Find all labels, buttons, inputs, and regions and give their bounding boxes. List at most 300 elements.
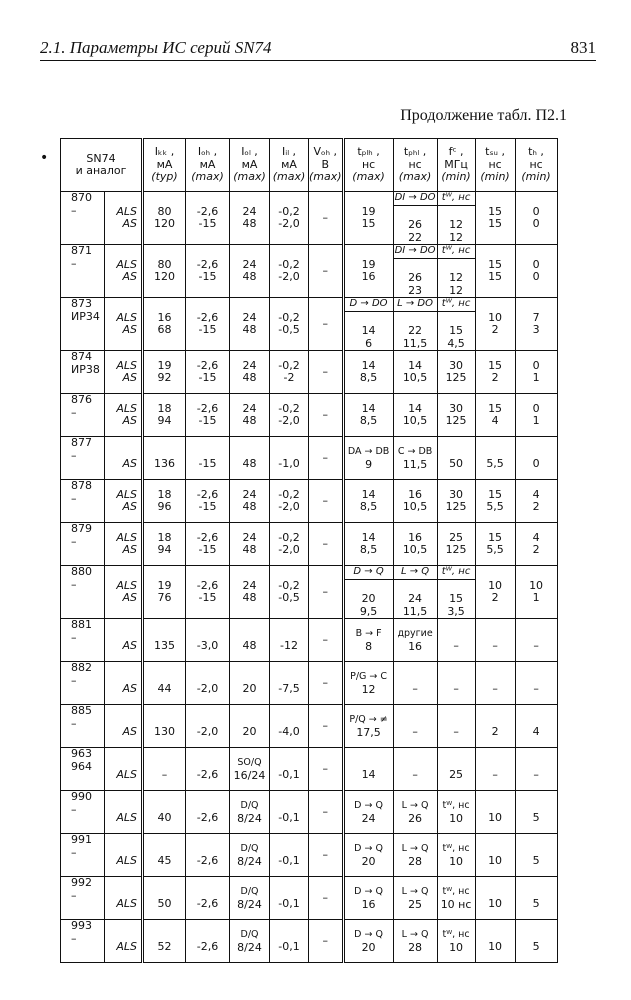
col-iol [230,139,270,192]
cell-fc-line: 12 [449,283,464,297]
cell-ioh-line: -15 [198,323,217,336]
cell-number-line: – [71,203,77,217]
cell-iil-line: -0,5 [278,323,300,336]
cell-iil-line: -7,5 [278,682,300,695]
cell-series-line: AS [122,323,137,336]
cell-th-line: 3 [532,323,540,336]
cell-iol-line: 24 [242,310,257,324]
cell-series-line: AS [122,371,137,384]
cell-tphl [393,877,437,920]
cell-iol [230,791,270,834]
cell-th-line: 0 [532,270,540,283]
cell-icc-line: 19 [157,358,172,372]
cell-tphl-line: 11,5 [402,604,428,618]
col-th-l0: tₕ , [528,145,544,159]
cell-iil-line: -0,2 [278,401,300,415]
cell-icc-line: 45 [157,854,172,867]
table-row [61,834,558,877]
cell-iol [230,877,270,920]
table-row [61,192,558,245]
col-ioh-l1: мА [199,157,216,171]
cell-ioh-line: -2,6 [196,310,219,324]
col-tplh [343,139,393,192]
cell-voh [309,566,344,619]
cell-tphl-line: 11,5 [402,336,428,350]
cell-series-line: AS [122,457,137,470]
cell-iil-line: -0,5 [278,591,300,604]
cell-tsu [475,619,515,662]
cell-tplh-line: 19 [361,257,376,271]
cell-tplh-line: 14 [361,401,376,415]
cell-number-line: 876 [71,393,92,406]
cell-tsu [475,920,515,963]
cell-th-line: 0 [532,204,540,218]
cell-tsu [475,705,515,748]
cell-series [105,619,143,662]
cell-ioh [186,705,230,748]
cell-tplh-line: 14 [361,358,376,372]
col-tplh-l1: нс [361,157,376,171]
cell-iol-line: 48 [242,323,257,336]
cell-fc [437,394,475,437]
cell-ioh-line: -2,0 [196,682,219,695]
cell-icc-line: 18 [157,487,172,501]
cell-tsu-line: 15 [488,401,503,415]
cell-series [105,920,143,963]
cell-fc [437,192,475,245]
cell-fc-line: 3,5 [447,604,465,618]
cell-iol-line: 24 [242,257,257,271]
cell-tphl-line: 10,5 [402,371,428,384]
col-fc [437,139,475,192]
cell-iil [270,394,309,437]
cell-iil-line: -12 [280,639,298,652]
cell-icc [143,619,186,662]
cell-number-line: 963 [71,747,92,760]
cell-series-line: AS [122,543,137,556]
cell-tplh-line: 14 [361,324,376,337]
cell-number [61,298,105,351]
cell-voh-line: – [322,761,329,775]
cell-th-line: – [533,768,539,781]
cell-series-line: ALS [116,204,137,218]
cell-series [105,834,143,877]
cell-fc [437,705,475,748]
cell-iol-line: 20 [242,682,257,695]
cell-iil-line: -1,0 [278,457,300,470]
cell-iol [230,523,270,566]
cell-series [105,192,143,245]
cell-tplh-line: 20 [361,940,376,954]
cell-iol [230,192,270,245]
table-row [61,566,558,619]
cell-th-line: 5 [532,854,540,867]
cell-fc-line: tᵂ, нс [442,800,470,811]
cell-tplh-line: P/G → C [350,671,388,682]
cell-number [61,437,105,480]
cell-tplh [343,192,393,245]
cell-fc-line: 30 [449,487,464,501]
cell-number-line: 990 [71,790,92,803]
cell-tplh [343,619,393,662]
cell-number-line: 991 [71,833,92,846]
cell-tphl-line: L → Q [401,800,429,811]
cell-voh-line: – [322,933,329,947]
cell-fc-line: tᵂ, нс [438,298,475,312]
cell-tplh [343,791,393,834]
cell-series [105,748,143,791]
cell-tphl [393,523,437,566]
cell-fc-line: tᵂ, нс [438,566,475,580]
cell-iol-line: 48 [242,457,257,470]
cell-iol-line: D/Q [240,843,259,854]
cell-tplh [343,394,393,437]
cell-tsu-line: 15 [488,270,503,283]
cell-fc [437,245,475,298]
cell-th [515,619,557,662]
cell-series-line: AS [122,414,137,427]
col-iol-l2: (max) [233,170,266,184]
cell-th-line: 2 [532,500,540,513]
cell-series [105,245,143,298]
cell-tsu [475,351,515,394]
cell-icc [143,877,186,920]
cell-th-line: 4 [532,725,540,738]
cell-icc-line: 80 [157,204,172,218]
cell-number [61,834,105,877]
cell-iil [270,566,309,619]
cell-number [61,566,105,619]
cell-iol-line: 48 [242,371,257,384]
cell-fc [437,834,475,877]
cell-tphl [393,245,437,298]
cell-iil-line: -0,2 [278,358,300,372]
cell-th [515,298,557,351]
cell-tplh-line: B → F [355,628,382,639]
cell-series-line: AS [122,217,137,230]
cell-icc-line: 94 [157,543,172,556]
col-iil-l0: Iᵢₗ , [281,145,297,159]
cell-voh [309,523,344,566]
cell-tsu-line: 10 [488,940,503,953]
cell-iil-line: -2,0 [278,414,300,427]
cell-tphl-line: 25 [408,897,423,911]
cell-iil [270,245,309,298]
cell-th [515,351,557,394]
cell-fc-line: 12 [449,271,464,284]
cell-iol-line: 24 [242,358,257,372]
table-row [61,619,558,662]
cell-tplh-line: 8,5 [359,371,378,384]
cell-fc-line: – [453,639,459,652]
col-voh-l1: В [321,157,330,171]
cell-th-line: 0 [532,401,540,415]
cell-voh-line: – [322,890,329,904]
cell-ioh-line: -15 [198,500,217,513]
cell-icc-line: 94 [157,414,172,427]
cell-voh-line: – [322,584,329,598]
cell-fc-line: 10 [449,811,464,825]
cell-ioh [186,480,230,523]
cell-voh [309,619,344,662]
cell-iil-line: -0,2 [278,487,300,501]
cell-th-line: 1 [532,414,540,427]
cell-series-line: ALS [116,310,137,324]
col-icc-l2: (typ) [151,170,178,184]
cell-icc-line: 80 [157,257,172,271]
cell-tplh [343,705,393,748]
cell-th-line: 5 [532,940,540,953]
cell-fc-line: tᵂ, нс [442,843,470,854]
cell-tphl [393,748,437,791]
cell-th-line: 0 [532,358,540,372]
cell-number [61,245,105,298]
cell-number-line: 992 [71,876,92,889]
table-row [61,480,558,523]
cell-ioh-line: -15 [198,457,217,470]
cell-tphl [393,351,437,394]
cell-ioh-line: -2,6 [196,487,219,501]
col-iol-l1: мА [241,157,258,171]
cell-tphl-line: 16 [408,530,423,544]
cell-tplh [343,834,393,877]
cell-icc-line: 18 [157,401,172,415]
cell-series-line: ALS [116,940,137,953]
cell-tphl-line: L → Q [394,566,437,580]
cell-tplh-line: 19 [361,204,376,218]
cell-tsu-line: 10 [488,854,503,867]
cell-series-line: ALS [116,811,137,824]
cell-ioh [186,437,230,480]
cell-tphl [393,437,437,480]
cell-icc-line: 44 [157,682,172,695]
cell-ioh [186,192,230,245]
cell-series-line: ALS [116,358,137,372]
cell-iil-line: -2,0 [278,270,300,283]
cell-tphl [393,619,437,662]
cell-iil-line: -0,1 [278,768,300,781]
cell-iil-line: -0,2 [278,578,300,592]
cell-fc-line: tᵂ, нс [442,929,470,940]
cell-tplh-line: 9 [365,457,373,471]
cell-icc [143,523,186,566]
cell-tsu-line: 10 [488,811,503,824]
cell-tplh-line: 20 [361,592,376,605]
cell-series-line: ALS [116,487,137,501]
cell-series [105,351,143,394]
cell-tsu-line: 15 [488,358,503,372]
cell-series-line: AS [122,639,137,652]
cell-fc-line: tᵂ, нс [442,886,470,897]
cell-th [515,437,557,480]
cell-tplh-line: 17,5 [356,725,381,739]
cell-tsu-line: 15 [488,530,503,544]
cell-tplh [343,877,393,920]
cell-number [61,662,105,705]
cell-tphl-line: 10,5 [402,500,428,513]
col-th-l1: нс [529,157,543,171]
col-sn74-l0: SN74 [86,151,116,165]
cell-iol-line: D/Q [240,800,259,811]
cell-ioh-line: -2,6 [196,401,219,415]
cell-number-line: 874 [71,350,92,363]
cell-iol [230,662,270,705]
cell-tphl-line: другие [397,628,433,639]
cell-tplh-line: 6 [365,336,373,350]
cell-series-line: AS [122,270,137,283]
cell-tplh-line: 8,5 [359,543,378,556]
cell-iol [230,394,270,437]
col-ioh-l0: Iₒₕ , [197,145,218,159]
cell-icc-line: 19 [157,578,172,592]
cell-fc [437,351,475,394]
cell-tsu [475,437,515,480]
cell-th [515,523,557,566]
cell-series-line: ALS [116,401,137,415]
cell-tphl-line: 24 [408,592,423,605]
cell-tplh-line: 9,5 [359,604,378,618]
cell-tsu [475,748,515,791]
cell-th [515,566,557,619]
col-th-l2: (min) [521,170,551,184]
cell-tphl [393,192,437,245]
bullet-mark: • [40,150,49,166]
cell-iol-line: 24 [242,530,257,544]
cell-iil-line: -2,0 [278,543,300,556]
cell-icc-line: 120 [154,217,175,230]
cell-series [105,566,143,619]
col-tplh-l0: tₚₗₕ , [357,145,380,159]
cell-th [515,920,557,963]
cell-icc [143,834,186,877]
cell-th-line: 4 [532,487,540,501]
cell-ioh-line: -15 [198,217,217,230]
cell-iol-line: 24 [242,487,257,501]
cell-tphl-line: 22 [408,230,423,244]
cell-tsu-line: 10 [488,310,503,324]
table-row [61,705,558,748]
cell-th-line: 1 [532,371,540,384]
table-head [61,139,558,192]
cell-tsu-line: 15 [488,204,503,218]
cell-number-line: – [71,931,77,945]
cell-number-line: – [71,256,77,270]
cell-ioh-line: -15 [198,543,217,556]
cell-number-line: – [71,405,77,419]
cell-tplh [343,748,393,791]
cell-icc [143,705,186,748]
cell-fc [437,480,475,523]
cell-iol [230,245,270,298]
cell-iol-line: 48 [242,500,257,513]
table-row [61,920,558,963]
cell-number-line: 885 [71,704,92,717]
cell-tphl-line: L → Q [401,886,429,897]
cell-fc [437,877,475,920]
cell-fc-line: 25 [449,768,464,781]
cell-iol [230,748,270,791]
cell-fc [437,920,475,963]
cell-voh [309,834,344,877]
cell-th-line: 4 [532,530,540,544]
cell-tplh-line: D → Q [354,886,383,897]
cell-ioh [186,662,230,705]
header-row [61,139,558,192]
cell-voh-line: – [322,210,329,224]
cell-iol-line: SO/Q [237,757,262,768]
col-iil-l1: мА [281,157,297,171]
cell-tsu-line: 10 [488,578,503,592]
cell-ioh [186,566,230,619]
cell-iol-line: 24 [242,578,257,592]
cell-tplh-line: 20 [361,854,376,868]
cell-ioh-line: -3,0 [196,639,219,652]
cell-icc-line: 135 [154,639,175,652]
cell-ioh [186,791,230,834]
cell-tplh-line: 12 [361,682,376,696]
cell-tphl-line: 14 [408,401,423,415]
cell-fc-line: 4,5 [447,336,465,350]
cell-tplh-line: 14 [361,768,376,781]
cell-number [61,920,105,963]
cell-icc-line: 40 [157,811,172,824]
cell-series [105,480,143,523]
cell-voh-line: – [322,804,329,818]
cell-number-line: ИР38 [71,362,100,376]
cell-ioh-line: -15 [198,591,217,604]
cell-series [105,394,143,437]
cell-tphl-line: C → DB [397,446,433,457]
cell-icc [143,566,186,619]
cell-voh-line: – [322,847,329,861]
cell-ioh-line: -2,6 [196,897,219,910]
cell-tplh [343,351,393,394]
cell-icc [143,394,186,437]
cell-tphl-line: 28 [408,940,423,954]
cell-tsu-line: 2 [491,725,499,738]
cell-number-line: 881 [71,618,92,631]
cell-fc [437,619,475,662]
cell-series-line: ALS [116,854,137,867]
cell-iil [270,877,309,920]
cell-ioh-line: -15 [198,270,217,283]
cell-iol-line: 48 [242,270,257,283]
cell-series [105,705,143,748]
cell-fc-line: tᵂ, нс [438,192,475,206]
cell-tsu [475,298,515,351]
cell-ioh [186,834,230,877]
cell-th-line: 0 [532,257,540,271]
cell-tplh-line: D → DO [345,298,393,312]
cell-ioh-line: -2,6 [196,811,219,824]
cell-ioh-line: -2,6 [196,530,219,544]
cell-tphl-line: 10,5 [402,414,428,427]
col-voh [309,139,344,192]
cell-iol [230,920,270,963]
cell-icc [143,298,186,351]
cell-icc [143,920,186,963]
cell-number [61,192,105,245]
cell-icc-line: 120 [154,270,175,283]
cell-voh [309,245,344,298]
cell-tsu-line: 15 [488,217,503,230]
cell-tsu-line: – [492,682,498,695]
cell-tsu-line: 5,5 [486,543,504,556]
table-row [61,791,558,834]
col-fc-l1: МГц [444,157,468,171]
cell-fc-line: tᵂ, нс [438,245,475,259]
cell-iil-line: -0,2 [278,257,300,271]
